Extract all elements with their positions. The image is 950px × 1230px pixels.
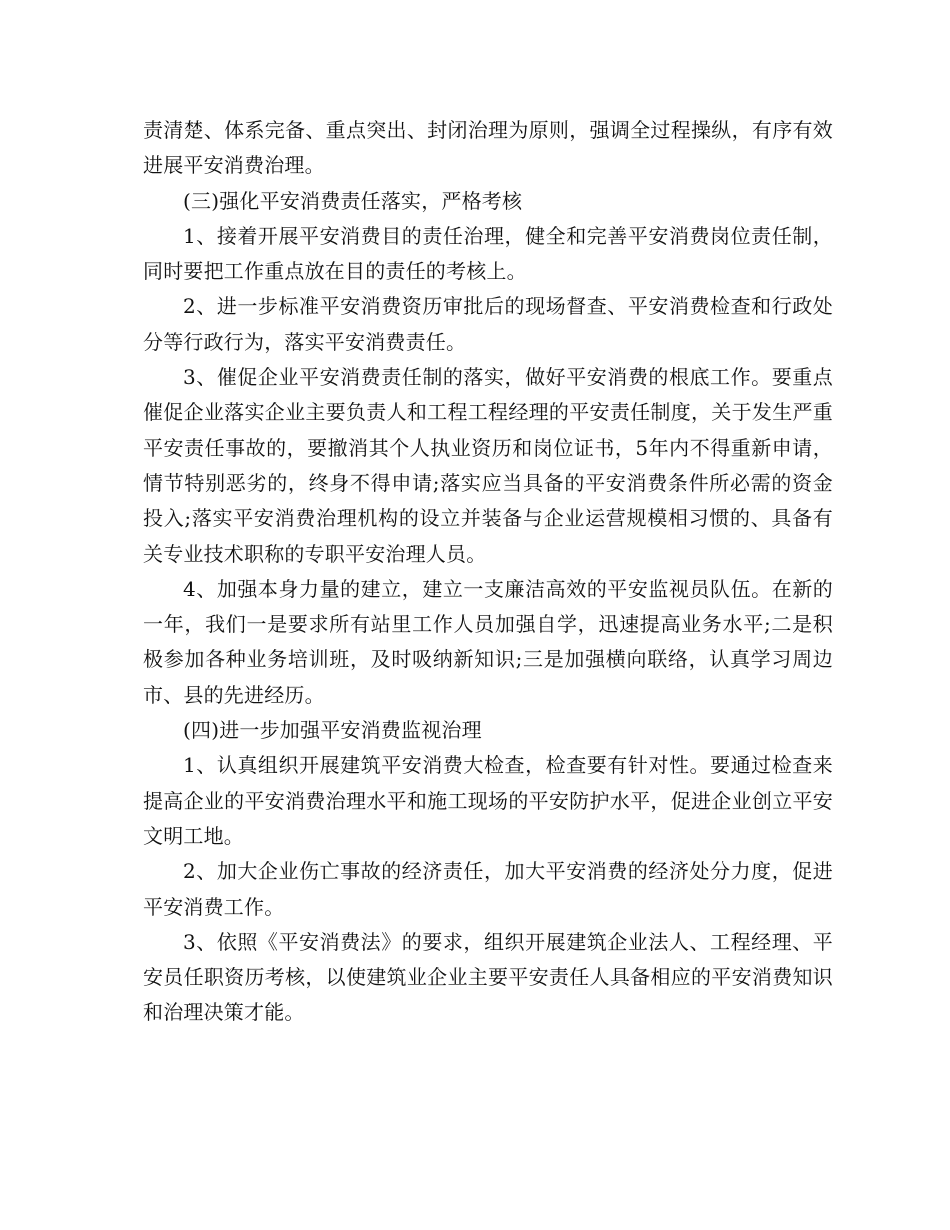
paragraph-item-4: 4、加强本身力量的建立，建立一支廉洁高效的平安监视员队伍。在新的一年，我们一是要求所有站里工作人员加强自学，迅速提高业务水平;二是积极参加各种业务培训班，及时吸纳新知识;三是加强横向联络，认真学习周边市、县的先进经历。 <box>143 576 833 707</box>
document-body <box>143 113 833 1031</box>
paragraph-item-3: 3、催促企业平安消费责任制的落实，做好平安消费的根底工作。要重点催促企业落实企业主要负责人和工程工程经理的平安责任制度，关于发生严重平安责任事故的，要撤消其个人执业资历和岗位证书，5年内不得重新申请，情节特别恶劣的，终身不得申请;落实应当具备的平安消费条件所必需的资金投入;落实平安消费治理机构的设立并装备与企业运营规模相习惯的、具备有关专业技术职称的专职平安治理人员。 <box>143 365 833 566</box>
paragraph-continuation: 责清楚、体系完备、重点突出、封闭治理为原则，强调全过程操纵，有序有效进展平安消费治理。 <box>143 118 833 178</box>
paragraph-item-2b: 2、加大企业伤亡事故的经济责任，加大平安消费的经济处分力度，促进平安消费工作。 <box>143 859 833 919</box>
paragraph-item-1b: 1、认真组织开展建筑平安消费大检查，检查要有针对性。要通过检查来提高企业的平安消费治理水平和施工现场的平安防护水平，促进企业创立平安文明工地。 <box>143 753 833 848</box>
paragraph-item-3b: 3、依照《平安消费法》的要求，组织开展建筑企业法人、工程经理、平安员任职资历考核，以使建筑业企业主要平安责任人具备相应的平安消费知识和治理决策才能。 <box>143 929 833 1025</box>
paragraph-item-1: 1、接着开展平安消费目的责任治理，健全和完善平安消费岗位责任制，同时要把工作重点放在目的责任的考核上。 <box>143 223 833 284</box>
section-heading-three: (三)强化平安消费责任落实，严格考核 <box>183 188 523 213</box>
section-heading-four: (四)进一步加强平安消费监视治理 <box>183 718 482 743</box>
paragraph-item-2: 2、进一步标准平安消费资历审批后的现场督查、平安消费检查和行政处分等行政行为，落实平安消费责任。 <box>143 294 833 354</box>
